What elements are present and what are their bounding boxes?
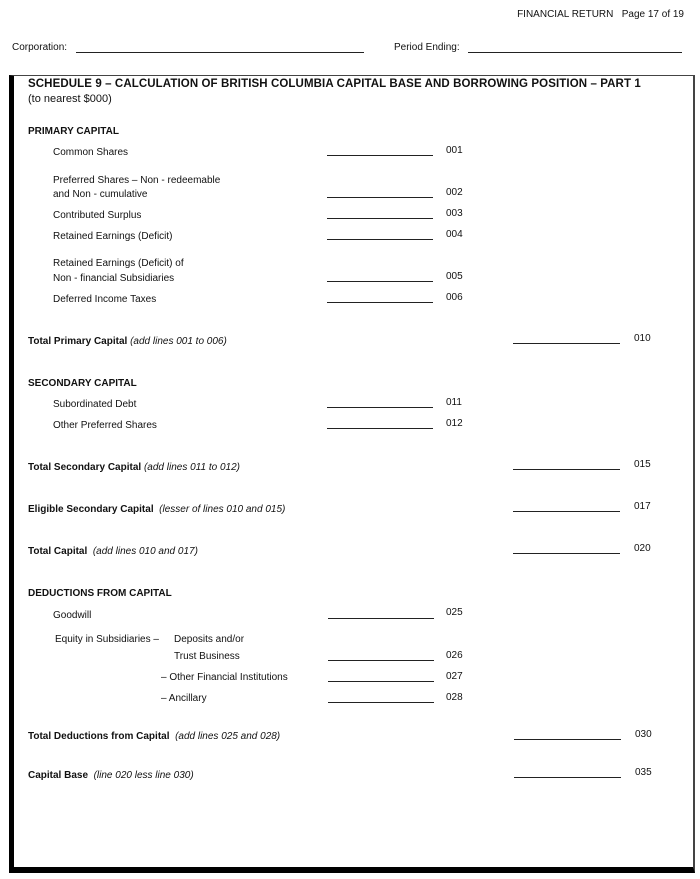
page-header [517, 9, 684, 20]
item-006-label: Deferred Income Taxes [53, 294, 157, 305]
field-025[interactable] [328, 618, 434, 619]
code-025: 025 [446, 607, 463, 618]
code-006: 006 [446, 292, 463, 303]
item-005-label-1: Retained Earnings (Deficit) of [53, 258, 184, 269]
total-capital-title: Total Capital [28, 546, 88, 557]
field-010[interactable] [513, 343, 620, 344]
corporation-field[interactable] [76, 52, 364, 53]
field-001[interactable] [327, 155, 433, 156]
code-027: 027 [446, 671, 463, 682]
field-003[interactable] [327, 218, 433, 219]
item-003-label: Contributed Surplus [53, 210, 142, 221]
item-027-label: – Other Financial Institutions [161, 672, 288, 683]
capital-base-label [28, 770, 194, 781]
field-017[interactable] [513, 511, 620, 512]
total-primary-capital-title: Total Primary Capital [28, 336, 128, 347]
capital-base-note: (line 020 less line 030) [93, 770, 194, 781]
code-002: 002 [446, 187, 463, 198]
code-015: 015 [634, 459, 651, 470]
item-011-label: Subordinated Debt [53, 399, 137, 410]
equity-subsidiaries-label: Equity in Subsidiaries – [55, 634, 159, 645]
code-004: 004 [446, 229, 463, 240]
eligible-secondary-capital-note: (lesser of lines 010 and 015) [159, 504, 286, 515]
schedule-subtitle: (to nearest $000) [28, 93, 112, 105]
field-005[interactable] [327, 281, 433, 282]
total-deductions-note: (add lines 025 and 028) [175, 731, 281, 742]
item-002-label-1: Preferred Shares – Non - redeemable [53, 175, 221, 186]
code-001: 001 [446, 145, 463, 156]
code-010: 010 [634, 333, 651, 344]
code-035: 035 [635, 767, 652, 778]
deductions-heading: DEDUCTIONS FROM CAPITAL [28, 588, 172, 599]
code-026: 026 [446, 650, 463, 661]
total-deductions-label [28, 731, 280, 742]
code-012: 012 [446, 418, 463, 429]
eligible-secondary-capital-title: Eligible Secondary Capital [28, 504, 154, 515]
code-030: 030 [635, 729, 652, 740]
item-004-label: Retained Earnings (Deficit) [53, 231, 173, 242]
code-011: 011 [446, 397, 462, 408]
total-primary-capital-label [28, 336, 227, 347]
field-015[interactable] [513, 469, 620, 470]
item-005-label-2: Non - financial Subsidiaries [53, 273, 175, 284]
item-028-label: – Ancillary [161, 693, 207, 704]
item-002-label-2: and Non - cumulative [53, 189, 148, 200]
eligible-secondary-capital-label [28, 504, 285, 515]
field-028[interactable] [328, 702, 434, 703]
code-020: 020 [634, 543, 651, 554]
item-001-label: Common Shares [53, 147, 129, 158]
field-020[interactable] [513, 553, 620, 554]
item-012-label: Other Preferred Shares [53, 420, 157, 431]
field-026[interactable] [328, 660, 434, 661]
schedule-title: SCHEDULE 9 – CALCULATION OF BRITISH COLUMBIA CAPITAL BASE AND BORROWING POSITION – PART 1 [28, 78, 641, 90]
code-003: 003 [446, 208, 463, 219]
total-secondary-capital-label [28, 462, 240, 473]
period-ending-label: Period Ending: [394, 42, 460, 53]
secondary-capital-heading: SECONDARY CAPITAL [28, 378, 137, 389]
total-primary-capital-note: (add lines 001 to 006) [130, 336, 227, 347]
return-label: FINANCIAL RETURN [517, 9, 614, 20]
field-030[interactable] [514, 739, 621, 740]
total-capital-label [28, 546, 198, 557]
field-011[interactable] [327, 407, 433, 408]
code-005: 005 [446, 271, 463, 282]
total-secondary-capital-note: (add lines 011 to 012) [143, 462, 240, 473]
total-capital-note: (add lines 010 and 017) [92, 546, 198, 557]
period-ending-field[interactable] [468, 52, 682, 53]
field-002[interactable] [327, 197, 433, 198]
total-deductions-title: Total Deductions from Capital [28, 731, 170, 742]
field-012[interactable] [327, 428, 433, 429]
field-004[interactable] [327, 239, 433, 240]
field-027[interactable] [328, 681, 434, 682]
code-017: 017 [634, 501, 651, 512]
item-026-label-2: Trust Business [174, 651, 240, 662]
field-006[interactable] [327, 302, 433, 303]
page-number: Page 17 of 19 [621, 9, 684, 20]
corporation-label: Corporation: [12, 42, 68, 53]
total-secondary-capital-title: Total Secondary Capital [28, 462, 142, 473]
primary-capital-heading: PRIMARY CAPITAL [28, 126, 119, 137]
code-028: 028 [446, 692, 463, 703]
capital-base-title: Capital Base [28, 770, 89, 781]
field-035[interactable] [514, 777, 621, 778]
item-025-label: Goodwill [53, 610, 92, 621]
item-026-label-1: Deposits and/or [174, 634, 245, 645]
